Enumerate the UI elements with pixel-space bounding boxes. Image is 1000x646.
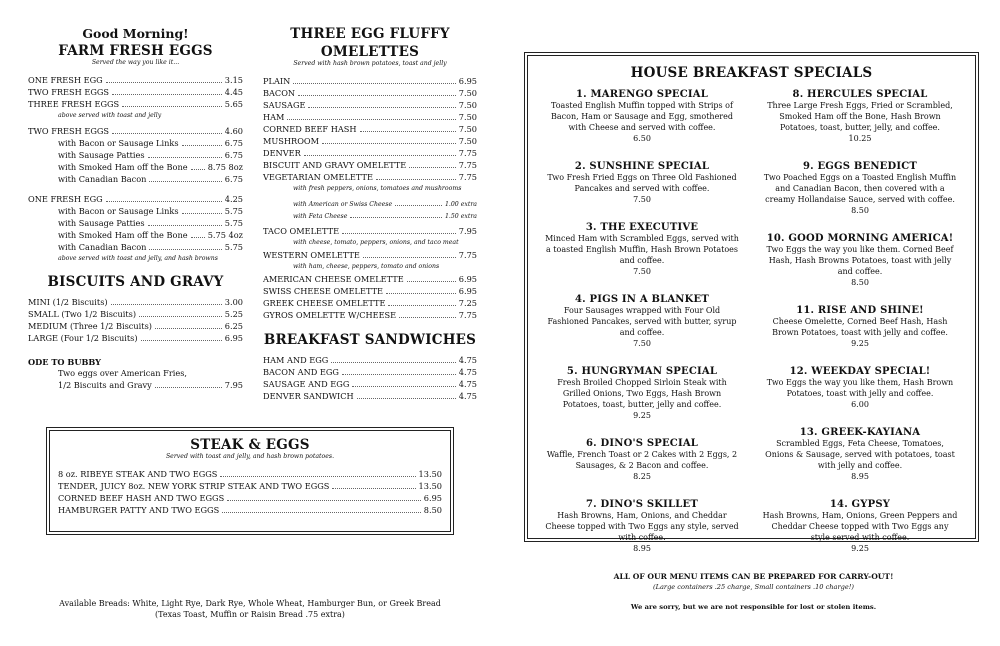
sandwiches-title: BREAKFAST SANDWICHES — [263, 332, 477, 348]
special-item: 10. GOOD MORNING AMERICA! Two Eggs the way you like them. Corned Beef Hash, Hash Browns Potatoes, toast with jelly and coffee. 8.50 — [766, 233, 954, 287]
menu-item: GREEK CHEESE OMELETTE 7.25 — [263, 298, 477, 308]
item-note: with ham, cheese, peppers, tomato and onions — [293, 263, 440, 270]
menu-item: SMALL (Two 1/2 Biscuits) 5.25 — [28, 309, 243, 319]
item-note: above served with toast and jelly — [58, 112, 162, 119]
special-item: 4. PIGS IN A BLANKET Four Sausages wrapped with Four Old Fashioned Pancakes, served with butter, syrup and coffee. 7.50 — [547, 294, 737, 348]
biscuits-title: BISCUITS AND GRAVY — [47, 274, 224, 290]
menu-item: TENDER, JUICY 8oz. NEW YORK STRIP STEAK AND TWO EGGS 13.50 — [58, 481, 442, 491]
menu-item: TWO FRESH EGGS 4.45 — [28, 87, 243, 97]
menu-item: MUSHROOM 7.50 — [263, 136, 477, 146]
menu-item: MEDIUM (Three 1/2 Biscuits) 6.25 — [28, 321, 243, 331]
menu-item: DENVER SANDWICH 4.75 — [263, 391, 477, 401]
menu-item: LARGE (Four 1/2 Biscuits) 6.95 — [28, 333, 243, 343]
special-item: 14. GYPSY Hash Browns, Ham, Onions, Green Peppers and Cheddar Cheese topped with Two Eggs any style served with coffee. 9.25 — [762, 499, 958, 553]
farm-eggs-subtitle: Served the way you like it... — [91, 59, 180, 66]
special-item: 2. SUNSHINE SPECIAL Two Fresh Fried Eggs on Three Old Fashioned Pancakes and served with coffee. 7.50 — [547, 161, 737, 204]
special-item: 13. GREEK-KAYIANA Scrambled Eggs, Feta Cheese, Tomatoes, Onions & Sausage, served with potatoes, toast with jelly and coffee. 8.95 — [765, 427, 955, 481]
menu-item: with Bacon or Sausage Links 6.75 — [58, 138, 243, 148]
special-item: 12. WEEKDAY SPECIAL! Two Eggs the way you like them, Hash Brown Potatoes, toast with jelly and coffee. 6.00 — [766, 366, 954, 409]
menu-item: HAM AND EGG 4.75 — [263, 355, 477, 365]
omelettes-title: THREE EGG FLUFFY — [290, 26, 450, 42]
menu-item: SAUSAGE 7.50 — [263, 100, 477, 110]
farm-eggs-title: FARM FRESH EGGS — [58, 43, 213, 59]
specials-right-column — [762, 84, 958, 565]
menu-item: with Canadian Bacon 6.75 — [58, 174, 243, 184]
steak-title: STEAK & EGGS — [190, 437, 310, 453]
special-item: 5. HUNGRYMAN SPECIAL Fresh Broiled Chopped Sirloin Steak with Grilled Onions, Two Eggs, Hash Brown Potatoes, toast, butter, jelly and coffee. 9.25 — [557, 366, 727, 420]
menu-item: THREE FRESH EGGS 5.65 — [28, 99, 243, 109]
menu-item: DENVER 7.75 — [263, 148, 477, 158]
menu-item: AMERICAN CHEESE OMELETTE 6.95 — [263, 274, 477, 284]
menu-item: PLAIN 6.95 — [263, 76, 477, 86]
menu-item: BACON AND EGG 4.75 — [263, 367, 477, 377]
menu-item: HAM 7.50 — [263, 112, 477, 122]
carryout-text: ALL OF OUR MENU ITEMS CAN BE PREPARED FOR CARRY-OUT! — [613, 572, 894, 581]
biscuits-section — [28, 274, 243, 391]
menu-item: SWISS CHEESE OMELETTE 6.95 — [263, 286, 477, 296]
breads-line-1: Available Breads: White, Light Rye, Dark Rye, Whole Wheat, Hamburger Bun, or Greek Bread — [59, 599, 441, 608]
menu-item: with Sausage Patties 6.75 — [58, 150, 243, 160]
special-item: 7. DINO'S SKILLET Hash Browns, Ham, Onions, and Cheddar Cheese topped with Two Eggs any style, served with coffee. 8.95 — [545, 499, 739, 553]
menu-item: MINI (1/2 Biscuits) 3.00 — [28, 297, 243, 307]
sandwiches-section — [263, 332, 477, 402]
extra-item: with American or Swiss Cheese 1.00 extra — [263, 197, 477, 209]
menu-item: with Canadian Bacon 5.75 — [58, 242, 243, 252]
bubby-title: ODE TO BUBBY — [28, 357, 101, 367]
menu-item: BISCUIT AND GRAVY OMELETTE 7.75 — [263, 160, 477, 170]
menu-item: WESTERN OMELETTE 7.75 — [263, 250, 477, 260]
menu-item: GYROS OMELETTE W/CHEESE 7.75 — [263, 310, 477, 320]
menu-item: HAMBURGER PATTY AND TWO EGGS 8.50 — [58, 505, 442, 515]
menu-item: with Sausage Patties 5.75 — [58, 218, 243, 228]
menu-item: BACON 7.50 — [263, 88, 477, 98]
container-charges: (Large containers .25 charge, Small containers .10 charge!) — [653, 583, 854, 591]
special-item: 11. RISE AND SHINE! Cheese Omelette, Corned Beef Hash, Hash Brown Potatoes, toast with jelly and coffee. 9.25 — [772, 305, 948, 348]
menu-item: TWO FRESH EGGS 4.60 — [28, 126, 243, 136]
item-note: with fresh peppers, onions, tomatoes and mushrooms — [293, 185, 462, 192]
menu-item: with Smoked Ham off the Bone 8.75 8oz — [58, 162, 243, 172]
menu-item: ONE FRESH EGG 4.25 — [28, 194, 243, 204]
liability-note: We are sorry, but we are not responsible for lost or stolen items. — [630, 603, 877, 611]
menu-item: CORNED BEEF HASH AND TWO EGGS 6.95 — [58, 493, 442, 503]
special-item: 6. DINO'S SPECIAL Waffle, French Toast or 2 Cakes with 2 Eggs, 2 Sausages, & 2 Bacon and coffee. 8.25 — [546, 438, 738, 481]
special-item: 8. HERCULES SPECIAL Three Large Fresh Eggs, Fried or Scrambled, Smoked Ham off the Bone, Hash Brown Potatoes, toast, butter, jelly, and coffee. 10.25 — [767, 89, 953, 143]
menu-item: TACO OMELETTE 7.95 — [263, 226, 477, 236]
carryout-note — [527, 571, 980, 612]
special-item: 1. MARENGO SPECIAL Toasted English Muffin topped with Strips of Bacon, Ham or Sausage and Egg, smothered with Cheese and served with coffee. 6.50 — [551, 89, 733, 143]
steak-subtitle: Served with toast and jelly, and hash brown potatoes. — [165, 453, 335, 460]
menu-item: 8 oz. RIBEYE STEAK AND TWO EGGS 13.50 — [58, 469, 442, 479]
menu-item: with Bacon or Sausage Links 5.75 — [58, 206, 243, 216]
item-note: with cheese, tomato, peppers, onions, and taco meat — [293, 239, 459, 246]
omelettes-subtitle: Served with hash brown potatoes, toast and jelly — [293, 60, 447, 67]
special-item: 9. EGGS BENEDICT Two Poached Eggs on a Toasted English Muffin and Canadian Bacon, then covered with a creamy Hollandaise Sauce, served with coffee. 8.50 — [763, 161, 957, 215]
steak-eggs-box — [49, 430, 451, 532]
menu-item: SAUSAGE AND EGG 4.75 — [263, 379, 477, 389]
bubby-desc: Two eggs over American Fries, — [58, 368, 188, 378]
menu-item: CORNED BEEF HASH 7.50 — [263, 124, 477, 134]
specials-box — [527, 55, 976, 553]
specials-title: HOUSE BREAKFAST SPECIALS — [630, 65, 873, 81]
menu-item: VEGETARIAN OMELETTE 7.75 — [263, 172, 477, 182]
specials-left-column — [544, 84, 740, 565]
item-note: above served with toast and jelly, and hash browns — [58, 255, 218, 262]
omelettes-title-2: OMELETTES — [320, 44, 420, 60]
special-item: 3. THE EXECUTIVE Minced Ham with Scrambled Eggs, served with a toasted English Muffin, Hash Brown Potatoes and coffee. 7.50 — [545, 222, 739, 276]
menu-item: with Smoked Ham off the Bone 5.75 4oz — [58, 230, 243, 240]
greeting: Good Morning! — [82, 26, 189, 41]
omelettes-section — [263, 26, 477, 321]
extra-item: with Feta Cheese 1.50 extra — [263, 209, 477, 221]
menu-item: ONE FRESH EGG 3.15 — [28, 75, 243, 85]
breads-note — [30, 598, 470, 620]
farm-eggs-section — [28, 26, 243, 265]
breads-line-2: (Texas Toast, Muffin or Raisin Bread .75 extra) — [155, 610, 345, 619]
menu-item: 1/2 Biscuits and Gravy 7.95 — [58, 380, 243, 390]
